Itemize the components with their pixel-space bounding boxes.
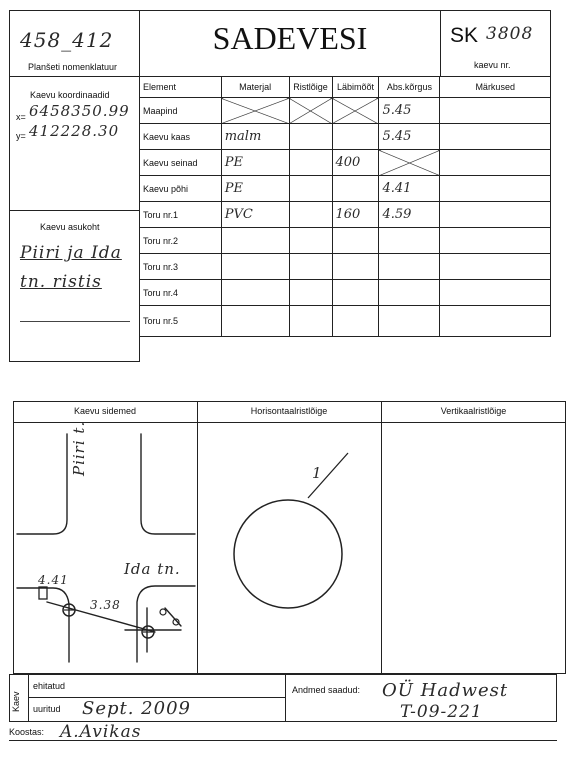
location-label: Kaevu asukoht [40,222,100,232]
andmed-label: Andmed saadud: [292,685,361,695]
row-abs: 4.41 [379,176,440,202]
table-row [140,150,551,176]
row-labimoot [332,306,379,337]
row-abs [379,254,440,280]
header-markused: Märkused [440,77,551,98]
row-materjal: PVC [221,202,289,228]
horisontaal-label: Horisontaalristlõige [250,406,328,416]
row-labimoot [332,228,379,254]
koostas-label: Koostas: [9,727,45,737]
crossed-cell [221,98,289,124]
row-ristloige [289,176,332,202]
row-labimoot [332,254,379,280]
table-row [140,202,551,228]
nomenclature-label: Planšeti nomenklatuur [28,62,118,72]
row-materjal [221,306,289,337]
uuritud-label: uuritud [33,704,61,714]
x-coordinate: 6458350.99 [29,102,130,120]
header-labimoot: Läbimõõt [332,77,379,98]
horizontal-section [198,423,380,673]
row-abs: 4.59 [379,202,440,228]
row-markused [440,98,551,124]
row-markused [440,124,551,150]
row-materjal [221,254,289,280]
koostas-value: A.Avikas [60,722,142,742]
row-element: Kaevu põhi [140,176,222,202]
row-materjal: PE [221,176,289,202]
row-element: Toru nr.2 [140,228,222,254]
row-markused [440,254,551,280]
street-label-ida: Ida tn. [124,560,181,578]
nomenclature-value: 458_412 [20,28,114,52]
y-prefix: y= [16,131,26,141]
row-markused [440,150,551,176]
vertikaal-label: Vertikaalristlõige [440,406,507,416]
table-row [140,176,551,202]
row-element: Kaevu seinad [140,150,222,176]
row-materjal: PE [221,150,289,176]
andmed-value-1: OÜ Hadwest [382,680,509,701]
sidemed-label: Kaevu sidemed [73,406,137,416]
header-abs-korgus: Abs.kõrgus [379,77,440,98]
pipe-number-label: 1 [312,464,323,482]
header-element: Element [140,77,222,98]
crossed-cell [332,98,379,124]
row-ristloige [289,306,332,337]
row-materjal [221,280,289,306]
page-title: SADEVESI [212,20,368,56]
footer-mid-divider [285,674,286,722]
row-abs: 5.45 [379,98,440,124]
location-line-1: Piiri ja Ida [20,243,122,263]
row-markused [440,176,551,202]
crossed-cell [379,150,440,176]
row-element: Kaevu kaas [140,124,222,150]
coordinates-label: Kaevu koordinaadid [30,90,110,100]
footer-vert-divider [28,674,29,722]
street-label-piiri: Piiri t. [70,420,88,476]
location-line-2: tn. ristis [20,272,102,292]
row-markused [440,202,551,228]
row-materjal: malm [221,124,289,150]
location-sketch [13,422,197,674]
crossed-cell [289,98,332,124]
row-materjal [221,228,289,254]
uuritud-value: Sept. 2009 [82,698,191,719]
row-ristloige [289,124,332,150]
header-ristloige: Ristlõige [289,77,332,98]
row-markused [440,306,551,337]
row-ristloige [289,202,332,228]
well-height-label: 4.41 [38,573,69,587]
location-blank-line [20,321,130,322]
distance-label: 3.38 [90,598,121,612]
table-row [140,254,551,280]
andmed-value-2: T-09-221 [400,702,483,722]
row-labimoot: 400 [332,150,379,176]
row-markused [440,228,551,254]
sketch-divider-2 [381,401,382,674]
row-abs [379,306,440,337]
row-labimoot [332,176,379,202]
row-element: Toru nr.4 [140,280,222,306]
table-header-row [140,77,551,98]
table-row [140,228,551,254]
sk-prefix: SK [450,24,479,47]
elements-table [139,76,551,337]
table-row [140,124,551,150]
row-ristloige [289,150,332,176]
row-abs: 5.45 [379,124,440,150]
ehitatud-label: ehitatud [33,681,66,691]
table-row [140,280,551,306]
row-abs [379,280,440,306]
row-ristloige [289,228,332,254]
row-markused [440,280,551,306]
sk-number: 3808 [486,24,534,44]
row-labimoot [332,124,379,150]
kaevu-nr-label: kaevu nr. [474,60,511,70]
table-row [140,306,551,337]
row-abs [379,228,440,254]
table-row [140,98,551,124]
row-element: Toru nr.3 [140,254,222,280]
row-labimoot [332,280,379,306]
row-labimoot: 160 [332,202,379,228]
row-ristloige [289,254,332,280]
row-element: Toru nr.1 [140,202,222,228]
kaev-label: Kaev [11,691,21,712]
y-coordinate: 412228.30 [29,122,120,140]
row-element: Maapind [140,98,222,124]
header-materjal: Materjal [221,77,289,98]
row-ristloige [289,280,332,306]
x-prefix: x= [16,112,26,122]
row-element: Toru nr.5 [140,306,222,337]
